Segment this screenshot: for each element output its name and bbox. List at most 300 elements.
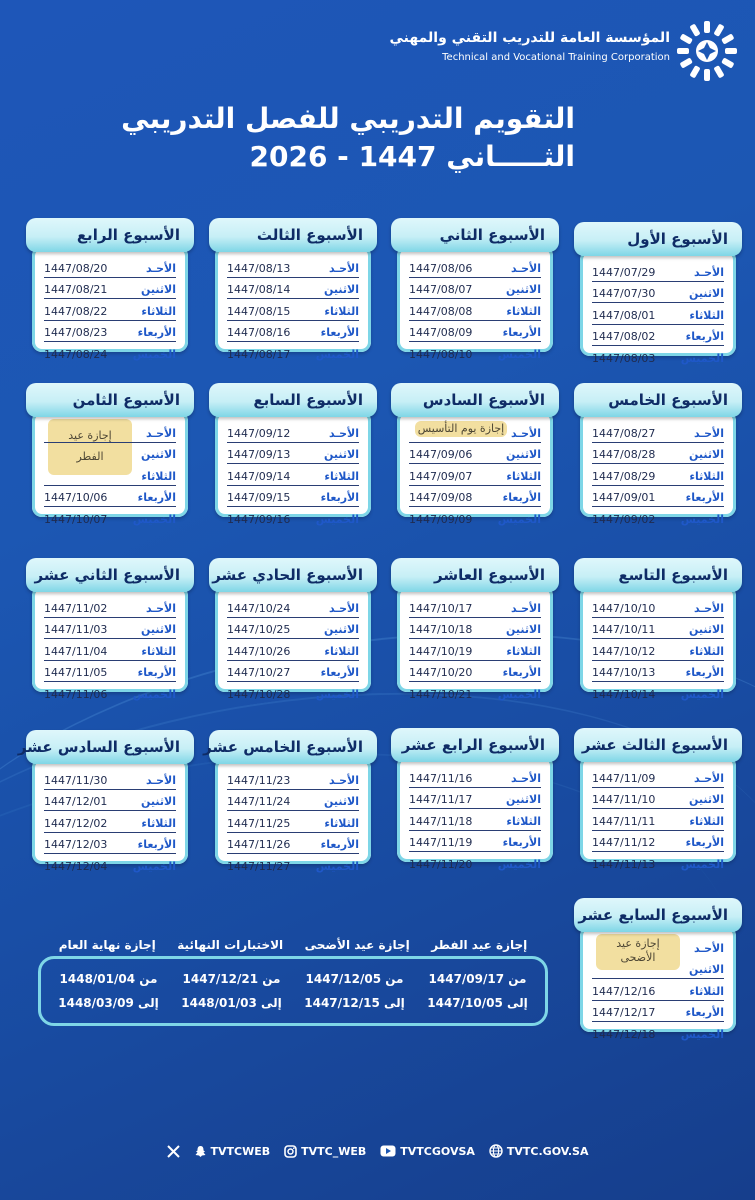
day-row [592, 421, 724, 443]
day-label: الخميس [315, 347, 359, 361]
day-label: الخميس [315, 859, 359, 873]
day-row [44, 443, 176, 465]
week-title: الأسبوع التاسع [574, 558, 742, 592]
day-date: 1447/08/17 [227, 347, 291, 361]
day-date: 1447/11/20 [409, 857, 473, 871]
day-row [409, 486, 541, 508]
day-row [227, 507, 359, 528]
day-row [227, 596, 359, 618]
globe-icon [489, 1144, 503, 1158]
day-date: 1447/08/07 [409, 283, 473, 296]
holiday-note: الفطر [76, 450, 104, 463]
day-date: 1447/11/04 [44, 644, 108, 658]
day-label: الأربعاء [137, 838, 176, 851]
day-label: الاثنين [689, 448, 724, 461]
legend-header: الاختبارات النهائية [177, 938, 284, 952]
day-date: 1447/10/26 [227, 644, 291, 658]
day-row [227, 854, 359, 875]
legend-column [304, 967, 405, 1015]
day-label: الأحـد [693, 265, 724, 279]
day-date: 1447/11/18 [409, 814, 473, 828]
page-title [121, 100, 575, 176]
day-row [44, 278, 176, 300]
day-label: الثلاثاء [141, 816, 176, 830]
day-row [227, 342, 359, 363]
day-date: 1447/07/30 [592, 287, 656, 300]
day-row [44, 256, 176, 278]
day-row [592, 809, 724, 831]
snapchat-icon [194, 1145, 207, 1158]
day-label: الثلاثاء [324, 816, 359, 830]
x-link[interactable] [167, 1145, 180, 1158]
day-row [592, 682, 724, 703]
week-days [580, 411, 736, 526]
day-label: الاثنين [141, 283, 176, 296]
day-date: 1447/11/27 [227, 859, 291, 873]
day-label: الأحـد [145, 261, 176, 275]
day-date: 1447/11/24 [227, 795, 291, 808]
week-card-5 [574, 383, 742, 526]
day-label: الأحـد [693, 771, 724, 785]
day-label: الاثنين [689, 623, 724, 636]
instagram-link[interactable] [284, 1145, 366, 1158]
day-label: الخميس [497, 857, 541, 871]
day-label: الخميس [132, 859, 176, 873]
day-date: 1447/12/04 [44, 859, 108, 873]
day-label: الثلاثاء [689, 984, 724, 998]
day-label: الأحـد [328, 426, 359, 440]
legend-to: إلى 1447/12/15 [304, 996, 405, 1010]
day-row [227, 768, 359, 790]
day-date: 1447/09/01 [592, 491, 656, 504]
day-row [409, 618, 541, 640]
org-name-english: Technical and Vocational Training Corporation [442, 52, 670, 63]
day-row [227, 639, 359, 661]
day-date: 1447/10/19 [409, 644, 473, 658]
x-icon [167, 1145, 180, 1158]
day-label: الثلاثاء [506, 644, 541, 658]
day-label: الخميس [315, 687, 359, 701]
day-row [44, 833, 176, 855]
day-label: الأحـد [510, 771, 541, 785]
day-row [592, 464, 724, 486]
day-label: الأحـد [510, 426, 541, 440]
day-date: 1447/08/15 [227, 304, 291, 318]
day-row [44, 507, 176, 528]
day-row [592, 596, 724, 618]
day-label: الثلاثاء [324, 469, 359, 483]
day-row [44, 464, 176, 486]
day-label: الأربعاء [685, 491, 724, 504]
week-card-7 [209, 383, 377, 526]
website-link[interactable] [489, 1144, 589, 1158]
day-label: الأربعاء [320, 666, 359, 679]
holidays-legend [38, 938, 548, 1038]
day-row [44, 639, 176, 661]
instagram-handle: TVTC_WEB [301, 1144, 367, 1158]
day-label: الاثنين [324, 623, 359, 636]
week-title: الأسبوع الثاني عشر [26, 558, 194, 592]
day-label: الثلاثاء [141, 304, 176, 318]
day-row [592, 282, 724, 304]
day-date: 1447/09/15 [227, 491, 291, 504]
day-date: 1447/08/22 [44, 304, 108, 318]
day-label: الخميس [680, 687, 724, 701]
day-label: الثلاثاء [506, 304, 541, 318]
day-row [592, 325, 724, 347]
day-label: الأحـد [693, 601, 724, 615]
week-title: الأسبوع الرابع [26, 218, 194, 252]
day-label: الخميس [315, 512, 359, 526]
day-date: 1447/08/23 [44, 326, 108, 339]
day-label: الخميس [132, 512, 176, 526]
day-row [409, 639, 541, 661]
day-date: 1447/11/25 [227, 816, 291, 830]
day-date: 1447/08/02 [592, 330, 656, 343]
day-row [44, 321, 176, 343]
youtube-handle: TVTCGOVSA [400, 1144, 475, 1158]
day-label: الأربعاء [502, 326, 541, 339]
day-row [592, 618, 724, 640]
legend-column [427, 967, 528, 1015]
day-date: 1447/08/14 [227, 283, 291, 296]
day-date: 1447/12/02 [44, 816, 108, 830]
day-date: 1447/10/25 [227, 623, 291, 636]
day-label: الثلاثاء [141, 644, 176, 658]
day-label: الثلاثاء [689, 814, 724, 828]
day-row [409, 421, 541, 443]
day-label: الاثنين [506, 793, 541, 806]
day-date: 1447/12/16 [592, 984, 656, 998]
day-row [44, 682, 176, 703]
legend-to: إلى 1448/01/03 [181, 996, 282, 1010]
day-label: الأحـد [328, 601, 359, 615]
day-row [409, 321, 541, 343]
day-label: الثلاثاء [506, 814, 541, 828]
day-label: الاثنين [324, 795, 359, 808]
youtube-icon [380, 1145, 396, 1157]
day-date: 1447/08/01 [592, 308, 656, 322]
day-date: 1447/11/02 [44, 601, 108, 615]
day-row [409, 831, 541, 853]
day-date: 1447/11/12 [592, 836, 656, 849]
day-date: 1447/12/01 [44, 795, 108, 808]
legend-headers [38, 938, 548, 952]
legend-column [181, 967, 282, 1015]
week-days [397, 756, 553, 871]
day-date: 1447/08/03 [592, 351, 656, 365]
day-label: الخميس [497, 347, 541, 361]
day-row [44, 618, 176, 640]
day-row [44, 299, 176, 321]
holiday-note: الأضحى [620, 951, 656, 964]
day-label: الاثنين [324, 283, 359, 296]
day-row [227, 256, 359, 278]
week-title: الأسبوع الحادي عشر [209, 558, 377, 592]
day-label: الأربعاء [685, 1006, 724, 1019]
legend-from: من 1447/12/21 [182, 972, 281, 986]
day-row [44, 342, 176, 363]
day-date: 1447/11/09 [592, 771, 656, 785]
day-label: الأربعاء [685, 666, 724, 679]
day-row [409, 342, 541, 363]
day-row [44, 854, 176, 875]
day-date: 1447/10/21 [409, 687, 473, 701]
week-days [32, 411, 188, 526]
legend-from: من 1448/01/04 [59, 972, 158, 986]
day-row [227, 464, 359, 486]
legend-from: من 1447/09/17 [428, 972, 527, 986]
week-title: الأسبوع الثالث [209, 218, 377, 252]
day-row [409, 256, 541, 278]
day-label: الأحـد [145, 426, 176, 440]
day-date: 1447/08/13 [227, 261, 291, 275]
day-row [227, 278, 359, 300]
holiday-highlight: إجازة يوم التأسيس [415, 421, 507, 437]
day-label: الاثنين [689, 793, 724, 806]
day-row [44, 421, 176, 443]
day-date: 1447/11/03 [44, 623, 108, 636]
legend-column [58, 967, 159, 1015]
day-date: 1447/11/06 [44, 687, 108, 701]
day-date: 1447/08/24 [44, 347, 108, 361]
day-date: 1447/08/08 [409, 304, 473, 318]
day-date: 1447/10/06 [44, 491, 108, 504]
week-days [32, 246, 188, 361]
day-label: الاثنين [141, 623, 176, 636]
day-date: 1447/08/09 [409, 326, 473, 339]
week-title: الأسبوع الثاني [391, 218, 559, 252]
day-label: الاثنين [506, 448, 541, 461]
day-row [592, 303, 724, 325]
day-date: 1447/12/17 [592, 1006, 656, 1019]
snapchat-handle: TVTCWEB [210, 1144, 271, 1158]
day-date: 1447/10/12 [592, 644, 656, 658]
day-date: 1447/11/05 [44, 666, 108, 679]
day-row [592, 346, 724, 367]
day-date: 1447/10/24 [227, 601, 291, 615]
day-row [409, 278, 541, 300]
day-label: الأحـد [328, 773, 359, 787]
day-date: 1447/10/07 [44, 512, 108, 526]
day-date: 1447/11/16 [409, 771, 473, 785]
social-footer [0, 1140, 755, 1162]
day-date: 1447/08/28 [592, 448, 656, 461]
day-row [409, 809, 541, 831]
day-label: الخميس [680, 857, 724, 871]
day-label: الاثنين [141, 448, 176, 461]
day-date: 1447/11/23 [227, 773, 291, 787]
week-days [215, 758, 371, 873]
day-date: 1447/09/12 [227, 426, 291, 440]
day-row [227, 486, 359, 508]
day-row [227, 811, 359, 833]
day-date: 1447/11/10 [592, 793, 656, 806]
day-date: 1447/12/03 [44, 838, 108, 851]
day-date: 1447/10/11 [592, 623, 656, 636]
day-row [409, 507, 541, 528]
day-row [409, 596, 541, 618]
day-row [227, 299, 359, 321]
day-label: الخميس [497, 687, 541, 701]
day-row [409, 852, 541, 873]
snapchat-link[interactable] [194, 1145, 271, 1158]
day-label: الاثنين [689, 287, 724, 300]
day-label: الأربعاء [137, 326, 176, 339]
day-row [409, 788, 541, 810]
day-date: 1447/10/13 [592, 666, 656, 679]
day-row [44, 811, 176, 833]
day-row [44, 596, 176, 618]
day-row [409, 299, 541, 321]
day-date: 1447/09/06 [409, 448, 473, 461]
legend-dates-box [38, 956, 548, 1026]
day-date: 1447/09/09 [409, 512, 473, 526]
holiday-note: إجازة عيد [68, 429, 112, 442]
day-row [44, 486, 176, 508]
week-card-6 [391, 383, 559, 526]
day-label: الأحـد [693, 426, 724, 440]
day-date: 1447/07/29 [592, 265, 656, 279]
day-date: 1447/08/27 [592, 426, 656, 440]
day-label: الخميس [680, 351, 724, 365]
week-title: الأسبوع الرابع عشر [391, 728, 559, 762]
week-card-12 [26, 558, 194, 701]
day-date: 1447/11/17 [409, 793, 473, 806]
week-days [32, 758, 188, 873]
day-date: 1447/08/10 [409, 347, 473, 361]
day-date: 1447/09/13 [227, 448, 291, 461]
day-row [227, 321, 359, 343]
week-days [215, 411, 371, 526]
day-label: الثلاثاء [324, 644, 359, 658]
day-label: الأربعاء [320, 326, 359, 339]
day-date: 1447/09/07 [409, 469, 473, 483]
week-days [397, 411, 553, 526]
day-label: الخميس [680, 1027, 724, 1041]
week-title: الأسبوع الخامس [574, 383, 742, 417]
week-days [215, 246, 371, 361]
day-label: الثلاثاء [689, 644, 724, 658]
day-label: الأربعاء [137, 491, 176, 504]
day-date: 1447/08/29 [592, 469, 656, 483]
week-title: الأسبوع السادس عشر [26, 730, 194, 764]
day-row [592, 852, 724, 873]
day-date: 1447/09/08 [409, 491, 473, 504]
week-days [580, 756, 736, 871]
day-date: 1447/09/02 [592, 512, 656, 526]
day-date: 1447/08/20 [44, 261, 108, 275]
day-date: 1447/10/10 [592, 601, 656, 615]
day-date: 1447/10/18 [409, 623, 473, 636]
week-card-3 [209, 218, 377, 361]
day-label: الأربعاء [137, 666, 176, 679]
week-title: الأسبوع العاشر [391, 558, 559, 592]
week-days [580, 250, 736, 365]
week-days [580, 586, 736, 701]
day-label: الأربعاء [685, 836, 724, 849]
day-row [409, 661, 541, 683]
day-date: 1447/11/19 [409, 836, 473, 849]
day-row [227, 421, 359, 443]
holiday-note: إجازة عيد [616, 937, 660, 950]
week-title: الأسبوع السابع عشر [574, 898, 742, 932]
day-label: الخميس [680, 512, 724, 526]
week-title: الأسبوع الخامس عشر [209, 730, 377, 764]
day-row [227, 790, 359, 812]
day-date: 1447/09/14 [227, 469, 291, 483]
week-title: الأسبوع السابع [209, 383, 377, 417]
day-row [409, 443, 541, 465]
day-label: الأحـد [145, 601, 176, 615]
instagram-icon [284, 1145, 297, 1158]
day-label: الثلاثاء [324, 304, 359, 318]
day-row [227, 833, 359, 855]
day-row [44, 661, 176, 683]
day-label: الأربعاء [320, 838, 359, 851]
day-row [44, 790, 176, 812]
day-row [227, 618, 359, 640]
day-row [592, 788, 724, 810]
day-date: 1447/08/16 [227, 326, 291, 339]
day-label: الأربعاء [502, 666, 541, 679]
day-row [592, 507, 724, 528]
day-label: الثلاثاء [689, 469, 724, 483]
day-label: الأربعاء [320, 491, 359, 504]
week-card-4 [26, 218, 194, 361]
legend-header: إجازة عيد الأضحى [304, 938, 410, 952]
day-row [592, 639, 724, 661]
day-label: الاثنين [324, 448, 359, 461]
day-label: الاثنين [506, 283, 541, 296]
day-row [227, 443, 359, 465]
day-date: 1447/11/13 [592, 857, 656, 871]
day-label: الخميس [497, 512, 541, 526]
day-date: 1447/11/30 [44, 773, 108, 787]
week-card-9 [574, 558, 742, 701]
day-label: الثلاثاء [506, 469, 541, 483]
day-label: الاثنين [689, 963, 724, 976]
week-days [397, 586, 553, 701]
week-card-10 [391, 558, 559, 701]
day-date: 1447/08/21 [44, 283, 108, 296]
day-label: الأربعاء [502, 836, 541, 849]
week-card-13 [574, 728, 742, 871]
org-name-arabic: المؤسسة العامة للتدريب التقني والمهني [389, 30, 670, 46]
day-label: الخميس [132, 347, 176, 361]
week-card-2 [391, 218, 559, 361]
week-card-14 [391, 728, 559, 871]
day-date: 1447/10/28 [227, 687, 291, 701]
day-label: الخميس [132, 687, 176, 701]
week-days [580, 926, 736, 1041]
legend-header: إجازة نهاية العام [58, 938, 156, 952]
day-date: 1447/10/20 [409, 666, 473, 679]
day-row [592, 979, 724, 1001]
day-date: 1447/10/14 [592, 687, 656, 701]
day-row [409, 766, 541, 788]
youtube-link[interactable] [380, 1145, 475, 1158]
week-title: الأسبوع الثامن [26, 383, 194, 417]
day-row [592, 443, 724, 465]
week-days [32, 586, 188, 701]
day-row [592, 936, 724, 958]
day-label: الأربعاء [502, 491, 541, 504]
day-date: 1447/08/06 [409, 261, 473, 275]
title-line-2: الثـــــاني 1447 - 2026 [249, 140, 575, 173]
week-card-11 [209, 558, 377, 701]
day-row [227, 661, 359, 683]
